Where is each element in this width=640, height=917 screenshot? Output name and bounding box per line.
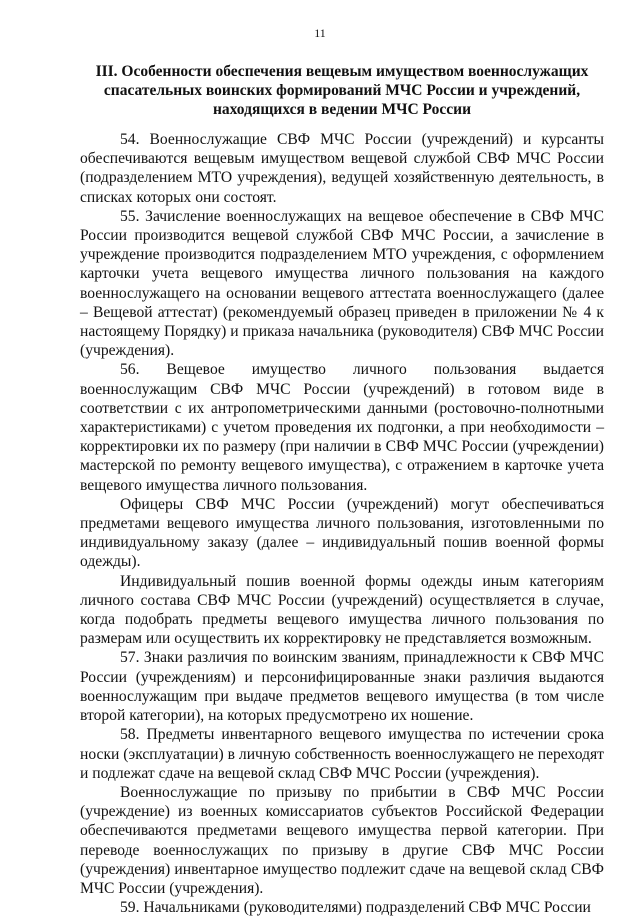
paragraph-55: 55. Зачисление военнослужащих на вещевое обеспечение в СВФ МЧС России производится вещевой службой СВФ МЧС России, а зачисление в учреждение производится подразделением МТО учреждения, с оформлением карточки учета вещевого имущества личного пользования на каждого военнослужащего на основании вещевого аттестата военнослужащего (далее – Вещевой аттестат) (рекомендуемый образец приведен в приложении № 4 к настоящему Порядку) и приказа начальника (руководителя) СВФ МЧС России (учреждения).	[80, 207, 604, 360]
paragraph-56: 56. Вещевое имущество личного пользования выдается военнослужащим СВФ МЧС России (учреждений) в готовом виде в соответствии с их антропометрическими данными (ростовочно-полнотными характеристиками) с учетом проведения их подгонки, а при необходимости – корректировки их по размеру (при наличии в СВФ МЧС России (учреждении) мастерской по ремонту вещевого имущества), с отражением в карточке учета вещевого имущества личного пользования.	[80, 361, 604, 494]
paragraph-54: 54. Военнослужащие СВФ МЧС России (учреждений) и курсанты обеспечиваются вещевым имуществом вещевой службой СВФ МЧС России (подразделением МТО учреждения), ведущей хозяйственную деятельность, в списках которых они состоят.	[80, 131, 604, 206]
paragraph-56-officers: Офицеры СВФ МЧС России (учреждений) могут обеспечиваться предметами вещевого имущества личного пользования, изготовленными по индивидуальному заказу (далее – индивидуальный пошив военной формы одежды).	[80, 495, 604, 571]
paragraph-58: 58. Предметы инвентарного вещевого имущества по истечении срока носки (эксплуатации) в личную собственность военнослужащего не переходят и подлежат сдаче на вещевой склад СВФ МЧС России (учреждения).	[80, 726, 604, 782]
page-number: 11	[314, 26, 326, 40]
section-heading-line-1: III. Особенности обеспечения вещевым имуществом военнослужащих	[95, 63, 589, 80]
section-heading-line-2: спасательных воинских формирований МЧС России и учреждений,	[103, 82, 581, 99]
paragraph-59: 59. Начальниками (руководителями) подразделений СВФ МЧС России	[120, 899, 591, 917]
section-heading-line-3: находящихся в ведении МЧС России	[212, 101, 472, 118]
paragraph-56-individual-tailoring: Индивидуальный пошив военной формы одежды иным категориям личного состава СВФ МЧС России (учреждений) осуществляется в случае, когда подобрать предметы вещевого имущества личного пользования по размерам или осуществить их корректировку не представляется возможным.	[80, 572, 604, 648]
paragraph-58-conscripts: Военнослужащие по призыву по прибытии в СВФ МЧС России (учреждение) из военных комиссариатов субъектов Российской Федерации обеспечиваются предметами вещевого имущества первой категории. При переводе военнослужащих по призыву в другие СВФ МЧС России (учреждения) инвентарное имущество подлежит сдаче на вещевой склад СВФ МЧС России (учреждения).	[80, 783, 604, 897]
paragraph-57: 57. Знаки различия по воинским званиям, принадлежности к СВФ МЧС России (учреждениям) и персонифицированные знаки различия выдаются военнослужащим при выдаче предметов вещевого имущества (в том числе второй категории), на которых предусмотрено их ношение.	[80, 649, 604, 725]
section-heading	[88, 62, 596, 119]
document-body	[80, 130, 604, 917]
